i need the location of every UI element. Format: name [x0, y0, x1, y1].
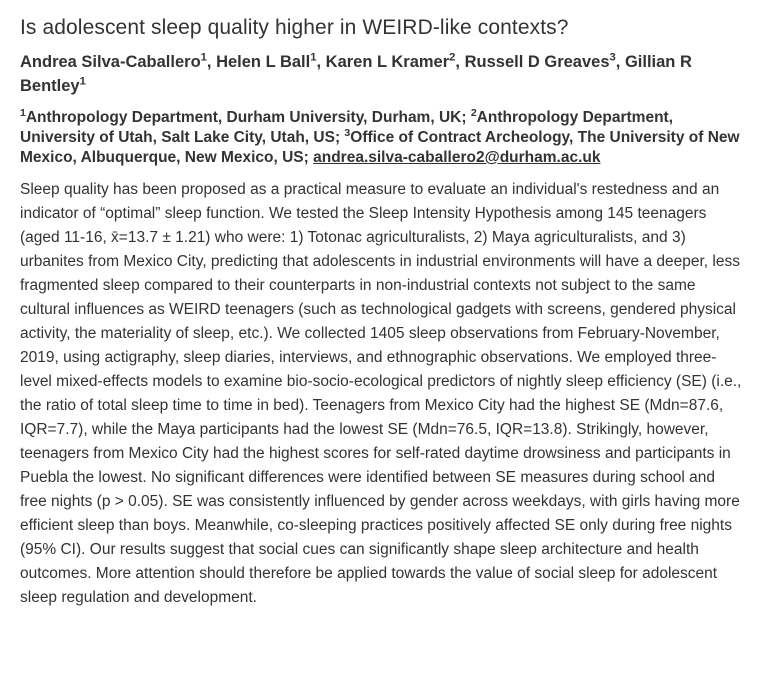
- affiliation-text: Anthropology Department, Durham University, Durham, UK;: [25, 109, 471, 126]
- author-name: Gillian R Bentley: [20, 53, 692, 95]
- author-affiliation-mark: 3: [609, 51, 616, 64]
- author-name: Russell D Greaves: [464, 53, 610, 71]
- author-affiliation-mark: 1: [310, 51, 317, 64]
- paper-title: Is adolescent sleep quality higher in WEIRD-like contexts?: [20, 16, 569, 39]
- affiliation-number: 3: [344, 126, 351, 139]
- author-name: Andrea Silva-Caballero: [20, 53, 201, 71]
- author-affiliation-mark: 1: [200, 51, 207, 64]
- author-affiliation-mark: 1: [79, 75, 86, 88]
- abstract-body: Sleep quality has been proposed as a practical measure to evaluate an individual's restedness and an indicator of “optimal” sleep function. We tested the Sleep Intensity Hypothesis among 145 teenagers (aged 11-16, x̄=13.7 ± 1.21) who were: 1) Totonac agriculturalists, 2) Maya agriculturalists, and 3) urbanites from Mexico City, predicting that adolescents in industrial environments will have a deeper, less fragmented sleep compared to their counterparts in non-industrial contexts not subject to the same cultural influences as WEIRD teenagers (such as technological gadgets with screens, gendered physical activity, the materiality of sleep, etc.). We collected 1405 sleep observations from February-November, 2019, using actigraphy, sleep diaries, interviews, and ethnographic observations. We employed three-level mixed-effects models to examine bio-socio-ecological predictors of nightly sleep efficiency (SE) (i.e., the ratio of total sleep time to time in bed). Teenagers from Mexico City had the highest SE (Mdn=87.6, IQR=7.7), while the Maya participants had the lowest SE (Mdn=76.5, IQR=13.8). Strikingly, however, teenagers from Mexico City had the highest scores for self-rated daytime drowsiness and participants in Puebla the lowest. No significant differences were identified between SE measures during school and free nights (p > 0.05). SE was consistently influenced by gender across weekdays, with girls having more efficient sleep than boys. Meanwhile, co-sleeping practices positively affected SE only during free nights (95% CI). Our results suggest that social cues can significantly shape sleep architecture and health outcomes. More attention should therefore be applied towards the value of social sleep for adolescent sleep regulation and development.: [20, 181, 742, 606]
- author-name: Karen L Kramer: [325, 53, 450, 71]
- affiliation-number: 2: [470, 106, 477, 119]
- author-name: Helen L Ball: [216, 53, 311, 71]
- affiliation-number: 1: [20, 106, 26, 119]
- contact-email-link[interactable]: andrea.silva-caballero2@durham.ac.uk: [313, 149, 601, 166]
- author-affiliation-mark: 2: [449, 51, 456, 64]
- author-list: Andrea Silva-Caballero$^1$, Helen L Ball$^1$, Karen L Kramer$^2$, Russell D Greaves$^3$, Gillian R Bentley$^1$: [20, 51, 692, 95]
- affiliation-text: Office of Contract Archeology, The University of New Mexico, Albuquerque, New Mexico, US;: [20, 129, 740, 166]
- affiliation-text: Anthropology Department, University of Utah, Salt Lake City, Utah, US;: [20, 109, 674, 146]
- affiliation-list: [20, 108, 746, 168]
